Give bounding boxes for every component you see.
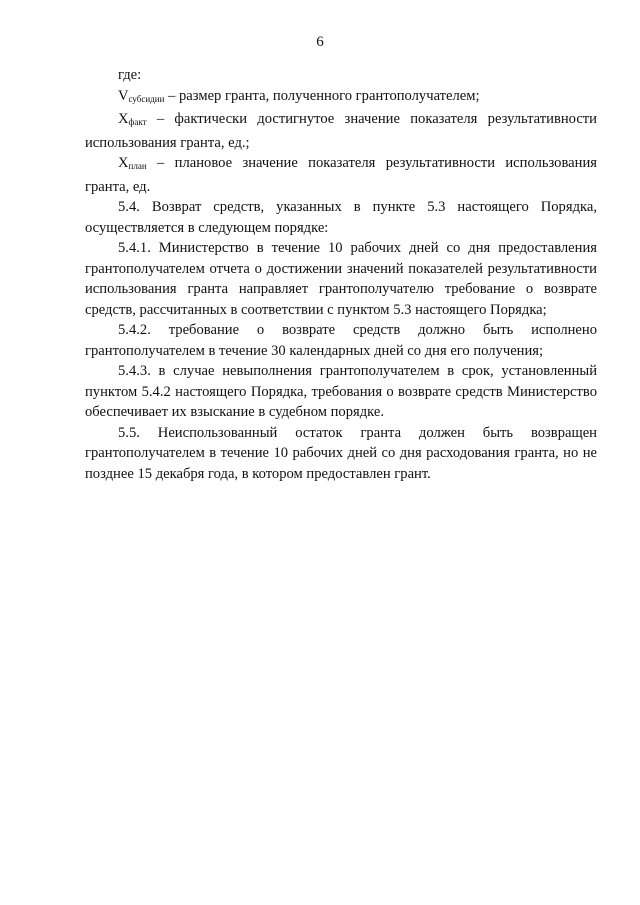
paragraph-5-4-3: 5.4.3. в случае невыполнения грантополучателем в срок, установленный пунктом 5.4.2 настоящего Порядка, требования о возврате средств Министерство обеспечивает их взыскание в судебном порядке.	[85, 363, 597, 420]
definition-subscript: план	[128, 161, 147, 171]
definition-symbol: V	[118, 87, 129, 104]
definition-x-plan	[85, 153, 597, 197]
paragraph-5-4: 5.4. Возврат средств, указанных в пункте 5.3 настоящего Порядка, осуществляется в следующем порядке:	[85, 199, 597, 236]
definition-v-subsidy	[85, 86, 597, 110]
paragraph-5-5: 5.5. Неиспользованный остаток гранта должен быть возвращен грантополучателем в течение 10 рабочих дней со дня расходования гранта, но не позднее 15 декабря года, в котором предоставлен грант.	[85, 424, 597, 482]
definition-text: – размер гранта, полученного грантополучателем;	[164, 87, 480, 104]
definition-text: – плановое значение показателя результативности использования гранта, ед.	[85, 155, 597, 195]
definition-x-fact	[85, 109, 597, 153]
paragraph-5-4-1: 5.4.1. Министерство в течение 10 рабочих дней со дня предоставления грантополучателем отчета о достижении значений показателей результативности использования гранта направляет грантополучателю требование о возврате средств, рассчитанных в соответствии с пунктом 5.3 настоящего Порядка;	[85, 240, 597, 318]
definition-subscript: субсидии	[128, 93, 165, 104]
document-body	[85, 65, 597, 484]
page-number: 6	[316, 34, 324, 50]
definition-symbol: X	[118, 155, 129, 171]
definition-symbol: X	[118, 111, 129, 127]
where-label: где:	[118, 67, 142, 83]
definition-text: – фактически достигнутое значение показателя результативности использования гранта, ед.;	[85, 111, 597, 151]
paragraph-5-4-2: 5.4.2. требование о возврате средств должно быть исполнено грантополучателем в течение 30 календарных дней со дня его получения;	[85, 322, 597, 359]
definition-subscript: факт	[128, 117, 147, 127]
